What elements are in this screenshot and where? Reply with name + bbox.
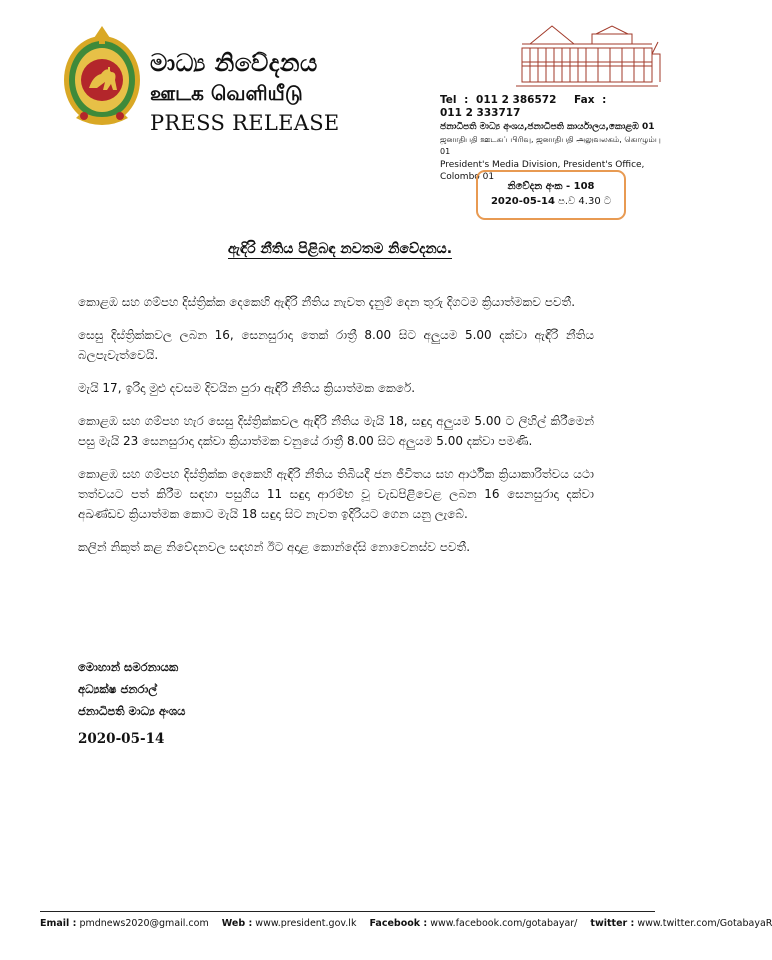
- title-tamil: ஊடக வெளியீடு: [150, 81, 303, 105]
- footer: [40, 918, 772, 929]
- footer-divider: [40, 911, 655, 912]
- paragraph: මැයි 17, ඉරිදා මුළු දවසම දිවයින පුරා ඇඳිරි නීතිය ක්‍රියාත්මක කෙරේ.: [78, 381, 416, 395]
- twitter-link[interactable]: www.twitter.com/GotabayaR: [637, 918, 772, 929]
- sri-lanka-emblem-icon: [62, 24, 142, 128]
- facebook-link[interactable]: www.facebook.com/gotabayar/: [430, 918, 578, 929]
- signatory-name: මොහාන් සමරනායක: [78, 660, 179, 674]
- email-label: Email :: [40, 918, 77, 929]
- title-english: PRESS RELEASE: [150, 111, 340, 135]
- signature-block: [78, 656, 185, 750]
- address-english: President's Media Division, President's Office, Colombo 01: [440, 159, 645, 182]
- reference-date: 2020-05-14: [490, 196, 555, 207]
- paragraph: කොළඹ සහ ගම්පහ හැර සෙසු දිස්ත්‍රික්කවල ඇඳිරි නීතිය මැයි 18, සඳුදා අලුයම 5.00 ට ලිහිල් කිරීමෙන් පසු මැයි 23 සෙනසුරාදා දක්වා ක්‍රියාත්මක වනුයේ රාත්‍රී 8.00 සිට අලුයම 5.00 දක්වා පමණි.: [78, 414, 594, 448]
- address-sinhala: ජනාධිපති මාධ්‍ය අංශය,ජනාධිපති කාර්යාලය,කොළඹ 01: [440, 122, 655, 132]
- reference-time: ප.ව 4.30 ට: [558, 196, 612, 207]
- reference-box: [476, 170, 626, 220]
- presidential-secretariat-building-icon: [512, 14, 662, 88]
- tel-value: 011 2 386572: [476, 94, 557, 106]
- web-label: Web :: [221, 918, 253, 929]
- fax-value: 011 2 333717: [440, 106, 521, 119]
- paragraph: කලින් නිකුත් කළ නිවේදනවල සඳහන් ඊට අදාළ කොන්දේසි නොවෙනස්ව පවතී.: [78, 540, 471, 554]
- reference-datetime: [478, 194, 624, 209]
- paragraph: කොළඹ සහ ගම්පහ දිස්ත්‍රික්ක දෙකෙහි ඇඳිරි නීතිය නැවත දැනුම් දෙන තුරු දිගටම ක්‍රියාත්මකව පවතී.: [78, 295, 576, 309]
- paragraph: කොළඹ සහ ගම්පහ දිස්ත්‍රික්ක දෙකෙහි ඇඳිරි නීතිය තිබියදී ජන ජීවිතය සහ ආර්ථික ක්‍රියාකාරිත්වය යථා තත්වයට පත් කිරීම සඳහා පසුගිය 11 සඳුදා ආරම්භ වූ වැඩපිළිවෙළ ලබන 16 සෙනසුරාදා දක්වා අඛණ්ඩව ක්‍රියාත්මක කොට මැයි 18 සඳුදා සිට නැවත ඉදිරියට ගෙන යනු ලැබේ.: [78, 467, 594, 521]
- document-title-text: ඇඳිරි නීතිය පිළිබඳ නවතම නිවේදනය.: [227, 241, 453, 257]
- web-link[interactable]: www.president.gov.lk: [255, 918, 357, 929]
- tel-fax-line: Tel : 011 2 386572 Fax : 011 2 333717: [440, 94, 607, 119]
- address-tamil: ஜனாதிபதி ஊடகப் பிரிவு, ஜனாதிபதி அலுவலகம், கொழும்பு 01: [440, 134, 661, 156]
- title-sinhala: මාධ්‍ය නිවේදනය: [150, 49, 318, 77]
- reference-number: නිවේදන අංක - 108: [507, 181, 595, 192]
- tel-label: Tel: [440, 94, 457, 106]
- twitter-label: twitter :: [590, 918, 635, 929]
- signatory-division: ජනාධිපති මාධ්‍ය අංශය: [78, 704, 186, 718]
- signatory-designation: අධ්‍යක්ෂ ජනරාල්: [78, 682, 158, 696]
- document-title: [0, 238, 680, 257]
- signature-date: 2020-05-14: [78, 731, 165, 747]
- document-body: [78, 292, 594, 570]
- facebook-label: Facebook :: [369, 918, 428, 929]
- email-link[interactable]: pmdnews2020@gmail.com: [79, 918, 209, 929]
- fax-label: Fax: [574, 94, 595, 106]
- masthead-title: [150, 48, 340, 136]
- paragraph: සෙසු දිස්ත්‍රික්කවල ලබන 16, සෙනසුරාදා තෙක් රාත්‍රී 8.00 සිට අලුයම 5.00 දක්වා ඇඳිරි නීතිය බලපැවැත්වෙයි.: [78, 328, 594, 362]
